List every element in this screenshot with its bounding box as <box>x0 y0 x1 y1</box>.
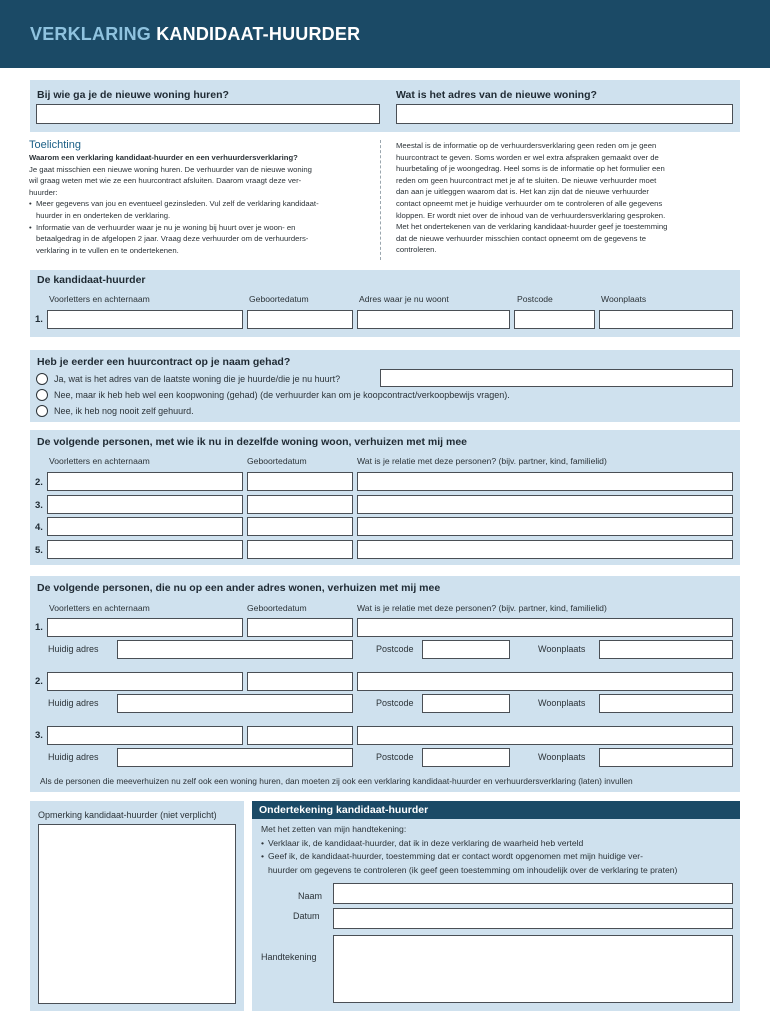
other-address-footnote: Als de personen die meeverhuizen nu zelf ook een woning huren, dan moeten zij ook een verklaring kandidaat-huurder en verhuurdersverklaring (laten) invullen <box>40 776 633 786</box>
same-home-title: De volgende personen, met wie ik nu in dezelfde woning woon, verhuizen met mij mee <box>37 436 467 448</box>
city-label: Woonplaats <box>538 752 586 762</box>
same-home-relation-input[interactable] <box>357 517 733 536</box>
same-home-col-name: Voorletters en achternaam <box>49 456 150 466</box>
option-yes-label: Ja, wat is het adres van de laatste woning die je huurde/die je nu huurt? <box>54 374 341 384</box>
candidate-address-input[interactable] <box>357 310 510 329</box>
other-address-relation-input[interactable] <box>357 726 733 745</box>
same-home-row-number: 2. <box>35 477 43 488</box>
signature-name-input[interactable] <box>333 883 733 904</box>
explanation-left-line: huurder: <box>29 187 58 197</box>
postcode-label: Postcode <box>376 752 414 762</box>
handwriting-label: Handtekening <box>261 952 317 962</box>
explanation-bullet-1: • Meer gegevens van jou en eventueel gezinsleden. Vul zelf de verklaring kandidaat- huurder in en onderteken de verklaring. <box>29 198 374 221</box>
candidate-postcode-input[interactable] <box>514 310 595 329</box>
city-label: Woonplaats <box>538 698 586 708</box>
explanation-bullet-2: • Informatie van de verhuurder waar je nu je woning bij huurt over je woon- en betaalgedrag in de afgelopen 2 jaar. Vraag deze verhuurder om de verhuurders- verklaring in te vullen en te ondertekenen. <box>29 222 374 257</box>
same-home-birthdate-input[interactable] <box>247 517 353 536</box>
option-never-radio[interactable] <box>36 405 48 417</box>
candidate-col-birth: Geboortedatum <box>249 294 309 304</box>
other-address-col-birth: Geboortedatum <box>247 603 307 613</box>
signature-text <box>261 823 737 877</box>
remark-label: Opmerking kandidaat-huurder (niet verplicht) <box>38 810 217 820</box>
same-home-row-number: 5. <box>35 545 43 556</box>
city-input[interactable] <box>599 694 733 713</box>
new-address-input[interactable] <box>396 104 733 124</box>
same-home-col-relation: Wat is je relatie met deze personen? (bijv. partner, kind, familielid) <box>357 456 607 466</box>
other-address-row-number: 2. <box>35 676 43 687</box>
explanation-title: Toelichting <box>29 139 81 151</box>
date-label: Datum <box>293 911 320 921</box>
same-home-name-input[interactable] <box>47 495 243 514</box>
page-header <box>0 0 770 68</box>
remark-textarea[interactable] <box>38 824 236 1004</box>
candidate-birthdate-input[interactable] <box>247 310 353 329</box>
explanation-left-line: Je gaat misschien een nieuwe woning huren. De verhuurder van de nieuwe woning <box>29 164 312 174</box>
explanation-left-line: wil graag weten met wie ze een huurcontract afsluiten. Daarom vraagt deze ver- <box>29 176 302 186</box>
signature-bullet-1: • Verklaar ik, de kandidaat-huurder, dat ik in deze verklaring de waarheid heb verteld <box>261 837 737 851</box>
same-home-relation-input[interactable] <box>357 472 733 491</box>
same-home-birthdate-input[interactable] <box>247 540 353 559</box>
city-label: Woonplaats <box>538 644 586 654</box>
current-address-label: Huidig adres <box>48 698 99 708</box>
other-address-row-number: 3. <box>35 730 43 741</box>
explanation-subtitle: Waarom een verklaring kandidaat-huurder en een verhuurdersverklaring? <box>29 153 298 162</box>
same-home-name-input[interactable] <box>47 540 243 559</box>
other-address-relation-input[interactable] <box>357 672 733 691</box>
landlord-input[interactable] <box>36 104 380 124</box>
postcode-label: Postcode <box>376 698 414 708</box>
other-address-name-input[interactable] <box>47 672 243 691</box>
signature-header <box>252 801 740 819</box>
option-owner-label: Nee, maar ik heb heb wel een koopwoning (gehad) (de verhuurder kan om je koopcontract/verkoopbewijs vragen). <box>54 390 510 400</box>
same-home-row-number: 3. <box>35 500 43 511</box>
postcode-label: Postcode <box>376 644 414 654</box>
same-home-name-input[interactable] <box>47 517 243 536</box>
option-owner-radio[interactable] <box>36 389 48 401</box>
explanation-divider <box>380 140 381 260</box>
previous-contract-title: Heb je eerder een huurcontract op je naam gehad? <box>37 356 291 368</box>
current-address-input[interactable] <box>117 694 353 713</box>
same-home-relation-input[interactable] <box>357 540 733 559</box>
page-title: VERKLARING KANDIDAAT-HUURDER <box>30 24 361 44</box>
signature-intro: Met het zetten van mijn handtekening: <box>261 824 407 834</box>
option-never-label: Nee, ik heb nog nooit zelf gehuurd. <box>54 406 194 416</box>
explanation-left-text <box>29 152 374 256</box>
signature-date-input[interactable] <box>333 908 733 929</box>
candidate-col-name: Voorletters en achternaam <box>49 294 150 304</box>
other-address-col-name: Voorletters en achternaam <box>49 603 150 613</box>
postcode-input[interactable] <box>422 640 510 659</box>
other-address-name-input[interactable] <box>47 726 243 745</box>
other-address-name-input[interactable] <box>47 618 243 637</box>
same-home-relation-input[interactable] <box>357 495 733 514</box>
signature-title: Ondertekening kandidaat-huurder <box>259 804 429 816</box>
current-address-label: Huidig adres <box>48 752 99 762</box>
other-address-col-relation: Wat is je relatie met deze personen? (bijv. partner, kind, familielid) <box>357 603 607 613</box>
signature-bullet-2: • Geef ik, de kandidaat-huurder, toestemming dat er contact wordt opgenomen met mijn huidige ver- huurder om gegevens te controleren (ik geef geen toestemming om inhoudelijk over de verklaring te praten) <box>261 850 737 877</box>
candidate-row-number: 1. <box>35 314 43 325</box>
candidate-title: De kandidaat-huurder <box>37 274 146 286</box>
current-address-input[interactable] <box>117 640 353 659</box>
same-home-name-input[interactable] <box>47 472 243 491</box>
current-address-label: Huidig adres <box>48 644 99 654</box>
candidate-col-address: Adres waar je nu woont <box>359 294 449 304</box>
city-input[interactable] <box>599 748 733 767</box>
signature-box[interactable] <box>333 935 733 1003</box>
address-question: Wat is het adres van de nieuwe woning? <box>396 89 597 101</box>
same-home-birthdate-input[interactable] <box>247 495 353 514</box>
other-address-title: De volgende personen, die nu op een ander adres wonen, verhuizen met mij mee <box>37 582 441 594</box>
same-home-row-number: 4. <box>35 522 43 533</box>
candidate-city-input[interactable] <box>599 310 733 329</box>
name-label: Naam <box>298 891 323 901</box>
city-input[interactable] <box>599 640 733 659</box>
last-address-input[interactable] <box>380 369 733 387</box>
postcode-input[interactable] <box>422 748 510 767</box>
postcode-input[interactable] <box>422 694 510 713</box>
explanation-right-text: Meestal is de informatie op de verhuurdersverklaring geen reden om je geen huurcontract te geven. Soms worden er wel extra afspraken gemaakt over de huurbetaling of je woongedrag. Heel soms is de informatie op het formulier een reden om geen huurcontract met je af te sluiten. De nieuwe verhuurder moet dan aan je uitleggen waarom dat is. Het kan zijn dat de nieuwe verhuurder contact opneemt met je huidige verhuurder om te controleren of alle gegevens kloppen. Er wordt niet over de inhoud van de verhuurdersverklaring gesproken. Met het ondertekenen van de verklaring kandidaat-huurder geef je toestemming dat de nieuwe verhuurder misschien contact opneemt om de gegevens te controleren. <box>396 141 668 255</box>
option-yes-radio[interactable] <box>36 373 48 385</box>
same-home-birthdate-input[interactable] <box>247 472 353 491</box>
other-address-row-number: 1. <box>35 622 43 633</box>
current-address-input[interactable] <box>117 748 353 767</box>
candidate-col-city: Woonplaats <box>601 294 647 304</box>
same-home-col-birth: Geboortedatum <box>247 456 307 466</box>
other-address-relation-input[interactable] <box>357 618 733 637</box>
other-address-birthdate-input[interactable] <box>247 726 353 745</box>
other-address-birthdate-input[interactable] <box>247 672 353 691</box>
landlord-question: Bij wie ga je de nieuwe woning huren? <box>37 89 229 101</box>
other-address-birthdate-input[interactable] <box>247 618 353 637</box>
candidate-col-postcode: Postcode <box>517 294 553 304</box>
candidate-name-input[interactable] <box>47 310 243 329</box>
